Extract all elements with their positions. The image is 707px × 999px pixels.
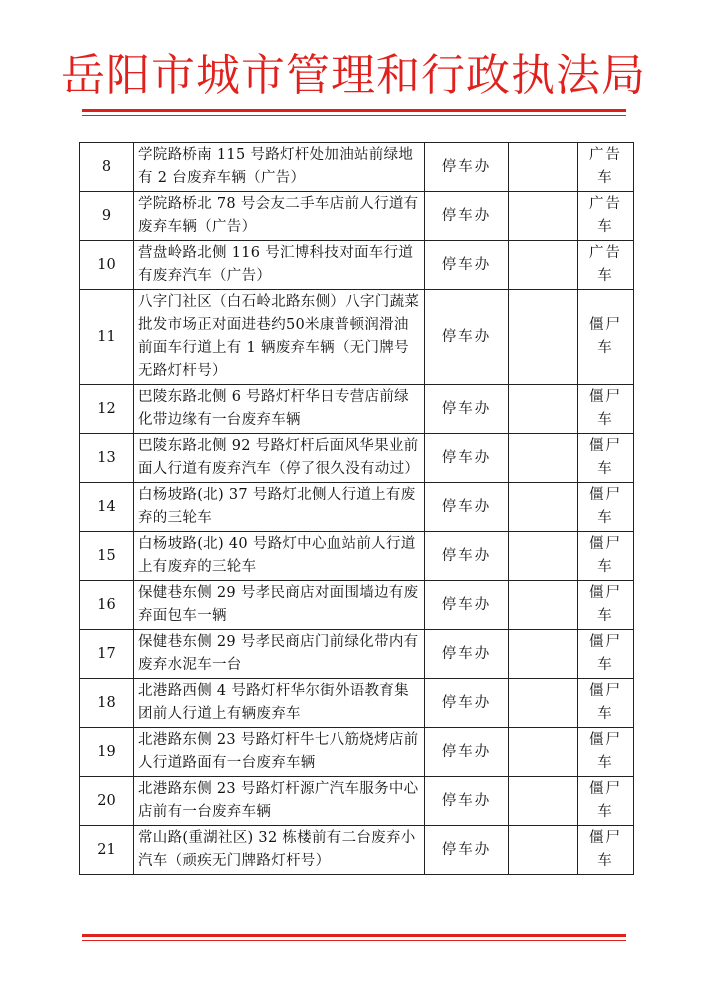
table-row	[80, 483, 634, 532]
row-remark	[509, 143, 578, 192]
table-row	[80, 143, 634, 192]
row-vehicle-type: 僵尸车	[578, 385, 634, 434]
row-description: 巴陵东路北侧 6 号路灯杆华日专营店前绿化带边缘有一台废弃车辆	[134, 385, 425, 434]
row-vehicle-type: 僵尸车	[578, 679, 634, 728]
row-unit: 停车办	[425, 679, 509, 728]
row-number: 12	[80, 385, 134, 434]
row-number: 14	[80, 483, 134, 532]
table-row	[80, 290, 634, 385]
row-remark	[509, 728, 578, 777]
row-unit: 停车办	[425, 826, 509, 875]
row-remark	[509, 581, 578, 630]
row-description: 常山路(重湖社区) 32 栋楼前有二台废弃小汽车（顽疾无门牌路灯杆号）	[134, 826, 425, 875]
row-unit: 停车办	[425, 434, 509, 483]
row-unit: 停车办	[425, 241, 509, 290]
table-row	[80, 826, 634, 875]
row-remark	[509, 241, 578, 290]
row-description: 北港路东侧 23 号路灯杆源广汽车服务中心店前有一台废弃车辆	[134, 777, 425, 826]
row-unit: 停车办	[425, 192, 509, 241]
row-number: 20	[80, 777, 134, 826]
row-number: 8	[80, 143, 134, 192]
row-vehicle-type: 僵尸车	[578, 630, 634, 679]
row-unit: 停车办	[425, 385, 509, 434]
table-row	[80, 679, 634, 728]
table-row	[80, 728, 634, 777]
header-rule-thin	[82, 115, 626, 116]
footer-rule-thin	[82, 940, 626, 941]
table-row	[80, 192, 634, 241]
row-number: 19	[80, 728, 134, 777]
row-vehicle-type: 僵尸车	[578, 434, 634, 483]
row-number: 13	[80, 434, 134, 483]
row-unit: 停车办	[425, 630, 509, 679]
row-vehicle-type: 僵尸车	[578, 777, 634, 826]
table-row	[80, 434, 634, 483]
row-remark	[509, 532, 578, 581]
row-vehicle-type: 僵尸车	[578, 532, 634, 581]
table-row	[80, 241, 634, 290]
row-number: 17	[80, 630, 134, 679]
row-remark	[509, 385, 578, 434]
row-remark	[509, 483, 578, 532]
row-remark	[509, 679, 578, 728]
row-description: 北港路东侧 23 号路灯杆牛七八筋烧烤店前人行道路面有一台废弃车辆	[134, 728, 425, 777]
page-title: 岳阳市城市管理和行政执法局	[61, 50, 646, 101]
row-vehicle-type: 僵尸车	[578, 483, 634, 532]
row-description: 巴陵东路北侧 92 号路灯杆后面风华果业前面人行道有废弃汽车（停了很久没有动过）	[134, 434, 425, 483]
row-description: 白杨坡路(北) 40 号路灯中心血站前人行道上有废弃的三轮车	[134, 532, 425, 581]
row-unit: 停车办	[425, 143, 509, 192]
row-number: 16	[80, 581, 134, 630]
row-vehicle-type: 广告车	[578, 241, 634, 290]
row-remark	[509, 434, 578, 483]
row-vehicle-type: 僵尸车	[578, 290, 634, 385]
row-vehicle-type: 广告车	[578, 192, 634, 241]
row-remark	[509, 290, 578, 385]
row-unit: 停车办	[425, 728, 509, 777]
row-vehicle-type: 僵尸车	[578, 728, 634, 777]
row-unit: 停车办	[425, 483, 509, 532]
row-vehicle-type: 僵尸车	[578, 826, 634, 875]
row-remark	[509, 826, 578, 875]
row-description: 白杨坡路(北) 37 号路灯北侧人行道上有废弃的三轮车	[134, 483, 425, 532]
row-remark	[509, 777, 578, 826]
row-number: 18	[80, 679, 134, 728]
table-row	[80, 630, 634, 679]
row-number: 15	[80, 532, 134, 581]
row-vehicle-type: 广告车	[578, 143, 634, 192]
row-description: 营盘岭路北侧 116 号汇博科技对面车行道有废弃汽车（广告）	[134, 241, 425, 290]
row-unit: 停车办	[425, 290, 509, 385]
footer-rule-thick	[82, 934, 626, 937]
row-description: 北港路西侧 4 号路灯杆华尔街外语教育集团前人行道上有辆废弃车	[134, 679, 425, 728]
table-row	[80, 532, 634, 581]
row-description: 学院路桥南 115 号路灯杆处加油站前绿地有 2 台废弃车辆（广告）	[134, 143, 425, 192]
row-unit: 停车办	[425, 532, 509, 581]
row-description: 保健巷东侧 29 号孝民商店对面围墙边有废弃面包车一辆	[134, 581, 425, 630]
row-number: 11	[80, 290, 134, 385]
row-remark	[509, 192, 578, 241]
row-remark	[509, 630, 578, 679]
vehicle-records-table	[79, 142, 634, 875]
row-description: 八字门社区（白石岭北路东侧）八字门蔬菜批发市场正对面进巷约50米康普顿润滑油前面车行道上有 1 辆废弃车辆（无门牌号无路灯杆号）	[134, 290, 425, 385]
row-number: 10	[80, 241, 134, 290]
row-description: 保健巷东侧 29 号孝民商店门前绿化带内有废弃水泥车一台	[134, 630, 425, 679]
row-description: 学院路桥北 78 号会友二手车店前人行道有废弃车辆（广告）	[134, 192, 425, 241]
header-rule-thick	[82, 109, 626, 112]
row-vehicle-type: 僵尸车	[578, 581, 634, 630]
row-number: 9	[80, 192, 134, 241]
table-body	[80, 143, 634, 875]
table-row	[80, 777, 634, 826]
row-unit: 停车办	[425, 581, 509, 630]
row-number: 21	[80, 826, 134, 875]
table-row	[80, 385, 634, 434]
row-unit: 停车办	[425, 777, 509, 826]
table-row	[80, 581, 634, 630]
